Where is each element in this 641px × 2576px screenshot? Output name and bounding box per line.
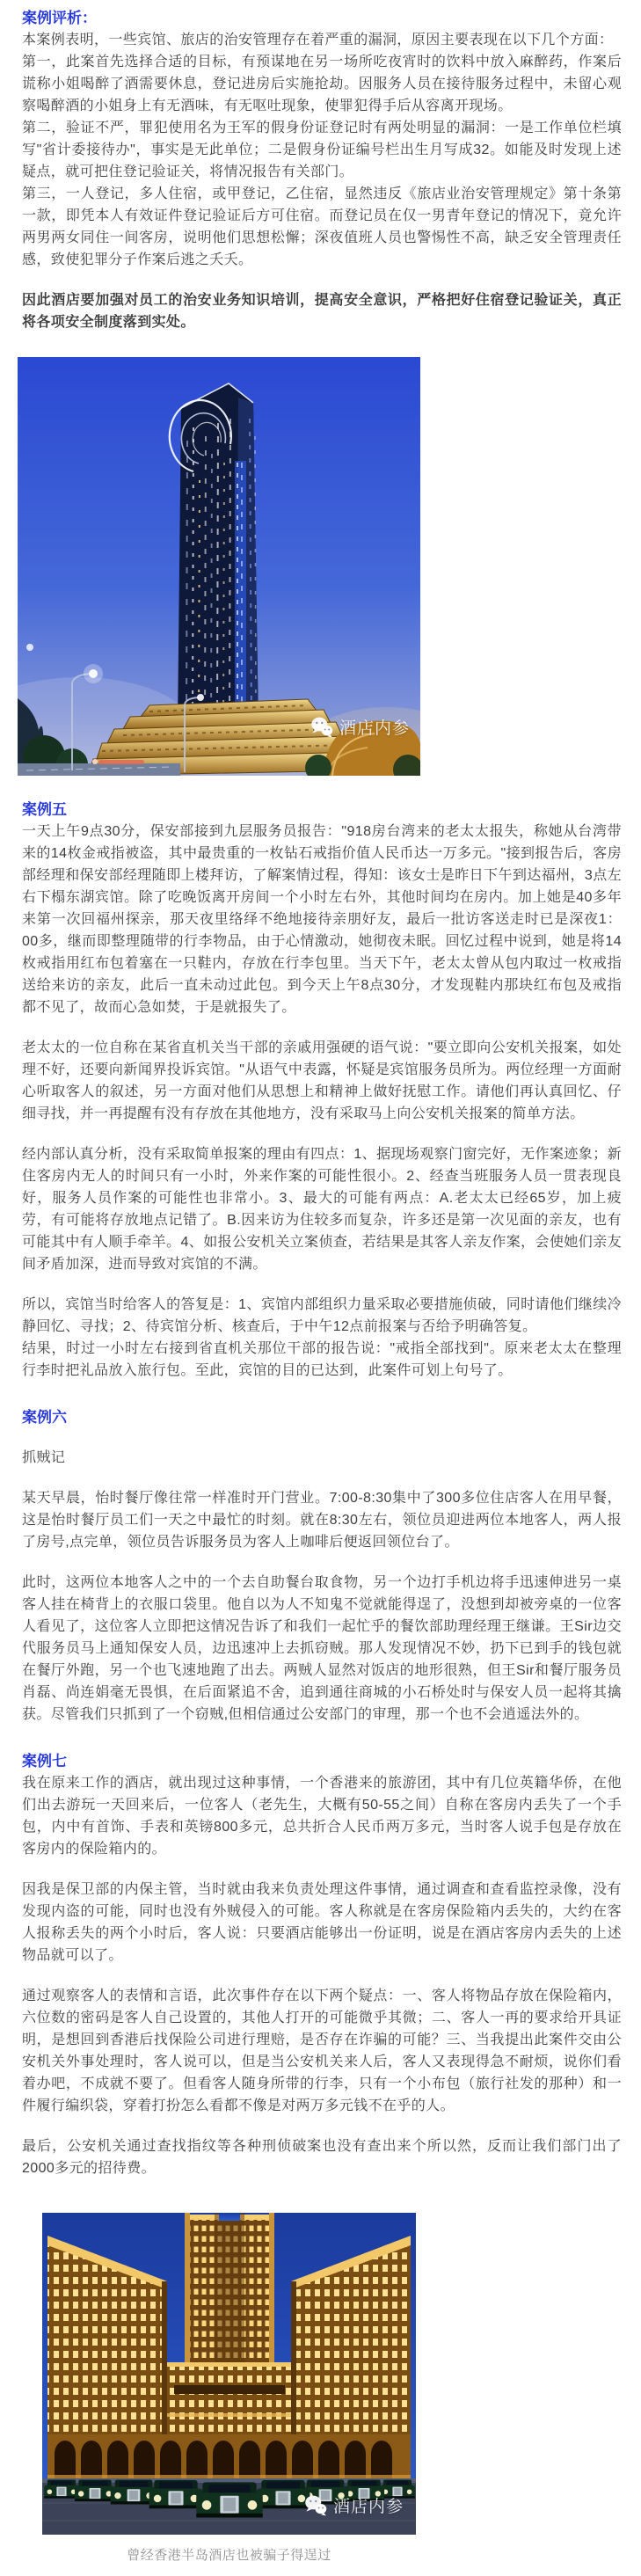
peninsula-hotel-illustration xyxy=(42,2213,416,2535)
case7-paragraph-1: 我在原来工作的酒店，就出现过这种事情，一个香港来的旅游团，其中有几位英籍华侨，在他们出去游玩一天回来后，一位客人（老先生，大概有50-55之间）自称在客房内丢失了一个手包，内中有首饰、手表和英镑800多元，总共折合人民币两万多元，当时客人说手包是存放在客房内的保险箱内的。 xyxy=(22,1776,622,1857)
watermark-badge xyxy=(303,2493,404,2517)
wechat-icon xyxy=(303,2493,327,2517)
case5-paragraph-4: 所以，宾馆当时给客人的答复是：1、宾馆内部组织力量采取必要措施侦破，同时请他们继续冷静回忆、寻找；2、待宾馆分析、核查后，于中午12点前报案与否给予明确答复。 xyxy=(22,1297,622,1334)
case6-heading: 案例六 xyxy=(22,1409,67,1426)
case7-paragraph-2: 因我是保卫部的内保主管，当时就由我来负责处理这件事情，通过调查和查看监控录像，没有发现内盗的可能，同时也没有外贼侵入的可能。客人称就是在客房保险箱内丢失的，大约在客人报称丢失的两个小时后，客人说：只要酒店能够出一份证明，说是在酒店客房内丢失的上述物品就可以了。 xyxy=(22,1882,622,1963)
case6-paragraph-2: 此时，这两位本地客人之中的一个去自助餐台取食物，另一个边打手机边将手迅速伸进另一桌客人挂在椅背上的衣服口袋里。他自以为人不知鬼不觉就能得逞了，没想到却被旁桌的一位客人看见了，这位客人立即把这情况告诉了和我们一起忙乎的餐饮部助理经理王继谦。王Sir边交代服务员马上通知保安人员，边迅速冲上去抓窃贼。那人发现情况不妙，扔下已到手的钱包就在餐厅外跑，另一个也飞速地跑了出去。两贼人显然对饭店的地形很熟，但王Sir和餐厅服务员肖磊、尚连娟毫无畏惧，在后面紧追不舍，追到通往商城的小石桥处时与保安人员一起将其擒获。尽管我们只抓到了一个窃贼,但相信通过公安部门的审理，那一个也不会逍遥法外的。 xyxy=(22,1575,622,1722)
case5-paragraph-2: 老太太的一位自称在某省直机关当干部的亲戚用强硬的语气说："要立即向公安机关报案，如处理不好，还要向新闻界投诉宾馆。"从语气中表露，怀疑是宾馆服务员所为。两位经理一方面耐心听取客人的叙述，另一方面对他们从思想上和精神上做好抚慰工作。请他们再认真回忆、仔细寻找，并一再提醒有没有存放在其他地方，没有采取马上向公安机关报案的简单方法。 xyxy=(22,1040,622,1121)
hotel-tower-photo[interactable] xyxy=(18,357,420,776)
case5-paragraph-3: 经内部认真分析，没有采取简单报案的理由有四点：1、据现场观察门窗完好，无作案迹象；新住客房内无人的时间只有一小时，外来作案的可能性很小。2、经查当班服务人员一贯表现良好，服务人员作案的可能性也非常小。3、最大的可能有两点：A.老太太已经65岁，加上疲劳，有可能将存放地点记错了。B.因来访为住较多而复杂，许多还是第一次见面的亲友，也有可能其中有人顺手牵羊。4、如报公安机关立案侦查，若结果是其客人亲友作案，会使她们亲友间矛盾加深，进而导致对宾馆的不满。 xyxy=(22,1147,622,1272)
case5-paragraph-5: 结果，时过一小时左右接到省直机关那位干部的报告说："戒指全部找到"。原来老太太在整理行李时把礼品放入旅行包。至此，宾馆的目的已达到，此案件可划上句号了。 xyxy=(22,1341,622,1378)
watermark-badge xyxy=(310,715,410,739)
case7-paragraph-4: 最后，公安机关通过查找指纹等各种刑侦破案也没有查出来个所以然，反而让我们部门出了2000多元的招待费。 xyxy=(22,2139,622,2176)
peninsula-hotel-photo[interactable] xyxy=(42,2213,416,2535)
review-paragraph-2: 第一，此案首先选择合适的目标，有预谋地在另一场所吃夜宵时的饮料中放入麻醉药，作案后谎称小姐喝醉了酒需要休息，登记进房后实施抢劫。因服务人员在接待服务过程中，未留心观察喝醉酒的小姐身上有无酒味，有无呕吐现象，使罪犯得手后从容离开现场。 xyxy=(22,55,622,113)
review-heading: 案例评析： xyxy=(22,10,97,26)
review-paragraph-4: 第三，一人登记，多人住宿，或甲登记，乙住宿，显然违反《旅店业治安管理规定》第十条第一款，即凭本人有效证件登记验证后方可住宿。而登记员在仅一男青年登记的情况下，竟允许两男两女同住一间客房，说明他们思想松懈；深夜值班人员也警惕性不高，缺乏安全管理责任感，致使犯罪分子作案后逃之夭夭。 xyxy=(22,186,622,267)
review-conclusion: 因此酒店要加强对员工的治安业务知识培训，提高安全意识，严格把好住宿登记验证关，真正将各项安全制度落到实处。 xyxy=(22,293,622,330)
photo-caption: 曾经香港半岛酒店也被骗子得逞过 xyxy=(127,2548,331,2563)
review-paragraph-3: 第二，验证不严，罪犯使用名为王军的假身份证登记时有两处明显的漏洞：一是工作单位栏填写"省计委接待办"，事实是无此单位；二是假身份证编号栏出生月写成32。如能及时发现上述疑点，就可把住登记验证关，将情况报告有关部门。 xyxy=(22,120,622,179)
case5-paragraph-1: 一天上午9点30分，保安部接到九层服务员报告："918房台湾来的老太太报失，称她从台湾带来的14枚金戒指被盗，其中最贵重的一枚钻石戒指价值人民币达一万多元。"接到报告后，客房部经理和保安部经理随即上楼拜访，了解案情过程，得知：该女士是昨日下午到达福州，3点左右下榻东湖宾馆。除了吃晚饭离开房间一个小时左右外，其他时间均在房内。加上她是40多年来第一次回福州探亲，那天夜里络绎不绝地接待亲朋好友，最后一批访客送走时已是深夜1：00多，继而即整理随带的行李物品，由于心情激动，她彻夜未眠。回忆过程中说到，她是将14枚戒指用红布包着塞在一只鞋内，存放在行李包里。当天下午，老太太曾从包内取过一枚戒指送给来访的亲友，此后一直未动过此包。到今天上午8点30分，才发现鞋内那块红布包及戒指都不见了，故而心急如焚，于是就报失了。 xyxy=(22,824,622,1015)
case6-paragraph-1: 某天早晨，怡时餐厅像往常一样准时开门营业。7:00-8:30集中了300多位住店客人在用早餐，这是怡时餐厅员工们一天之中最忙的时刻。就在8:30左右，领位员迎进两位本地客人，两人报了房号,点完单，领位员告诉服务员为客人上咖啡后便返回领位台了。 xyxy=(22,1491,622,1550)
hotel-tower-illustration xyxy=(18,357,420,776)
watermark-label: 酒店内参 xyxy=(332,2498,404,2516)
case7-paragraph-3: 通过观察客人的表情和言语，此次事件存在以下两个疑点：一、客人将物品存放在保险箱内，六位数的密码是客人自己设置的，其他人打开的可能微乎其微；二、客人一再的要求给开具证明，是想回到香港后找保险公司进行理赔，是否存在诈骗的可能？三、当我提出此案件交由公安机关外事处理时，客人说可以，但是当公安机关来人后，客人又表现得急不耐烦，说你们看着办吧，不成就不要了。但看客人随身所带的行李，只有一个小布包（旅行社发的那种）和一件履行编织袋，穿着打扮怎么看都不像是对两万多元钱不在乎的人。 xyxy=(22,1989,622,2113)
case5-heading: 案例五 xyxy=(22,801,67,818)
case6-subtitle: 抓贼记 xyxy=(22,1450,66,1465)
case7-heading: 案例七 xyxy=(22,1753,67,1770)
wechat-icon xyxy=(310,715,333,739)
watermark-label: 酒店内参 xyxy=(339,719,410,738)
review-paragraph-1: 本案例表明，一些宾馆、旅店的治安管理存在着严重的漏洞，原因主要表现在以下几个方面： xyxy=(22,33,614,47)
